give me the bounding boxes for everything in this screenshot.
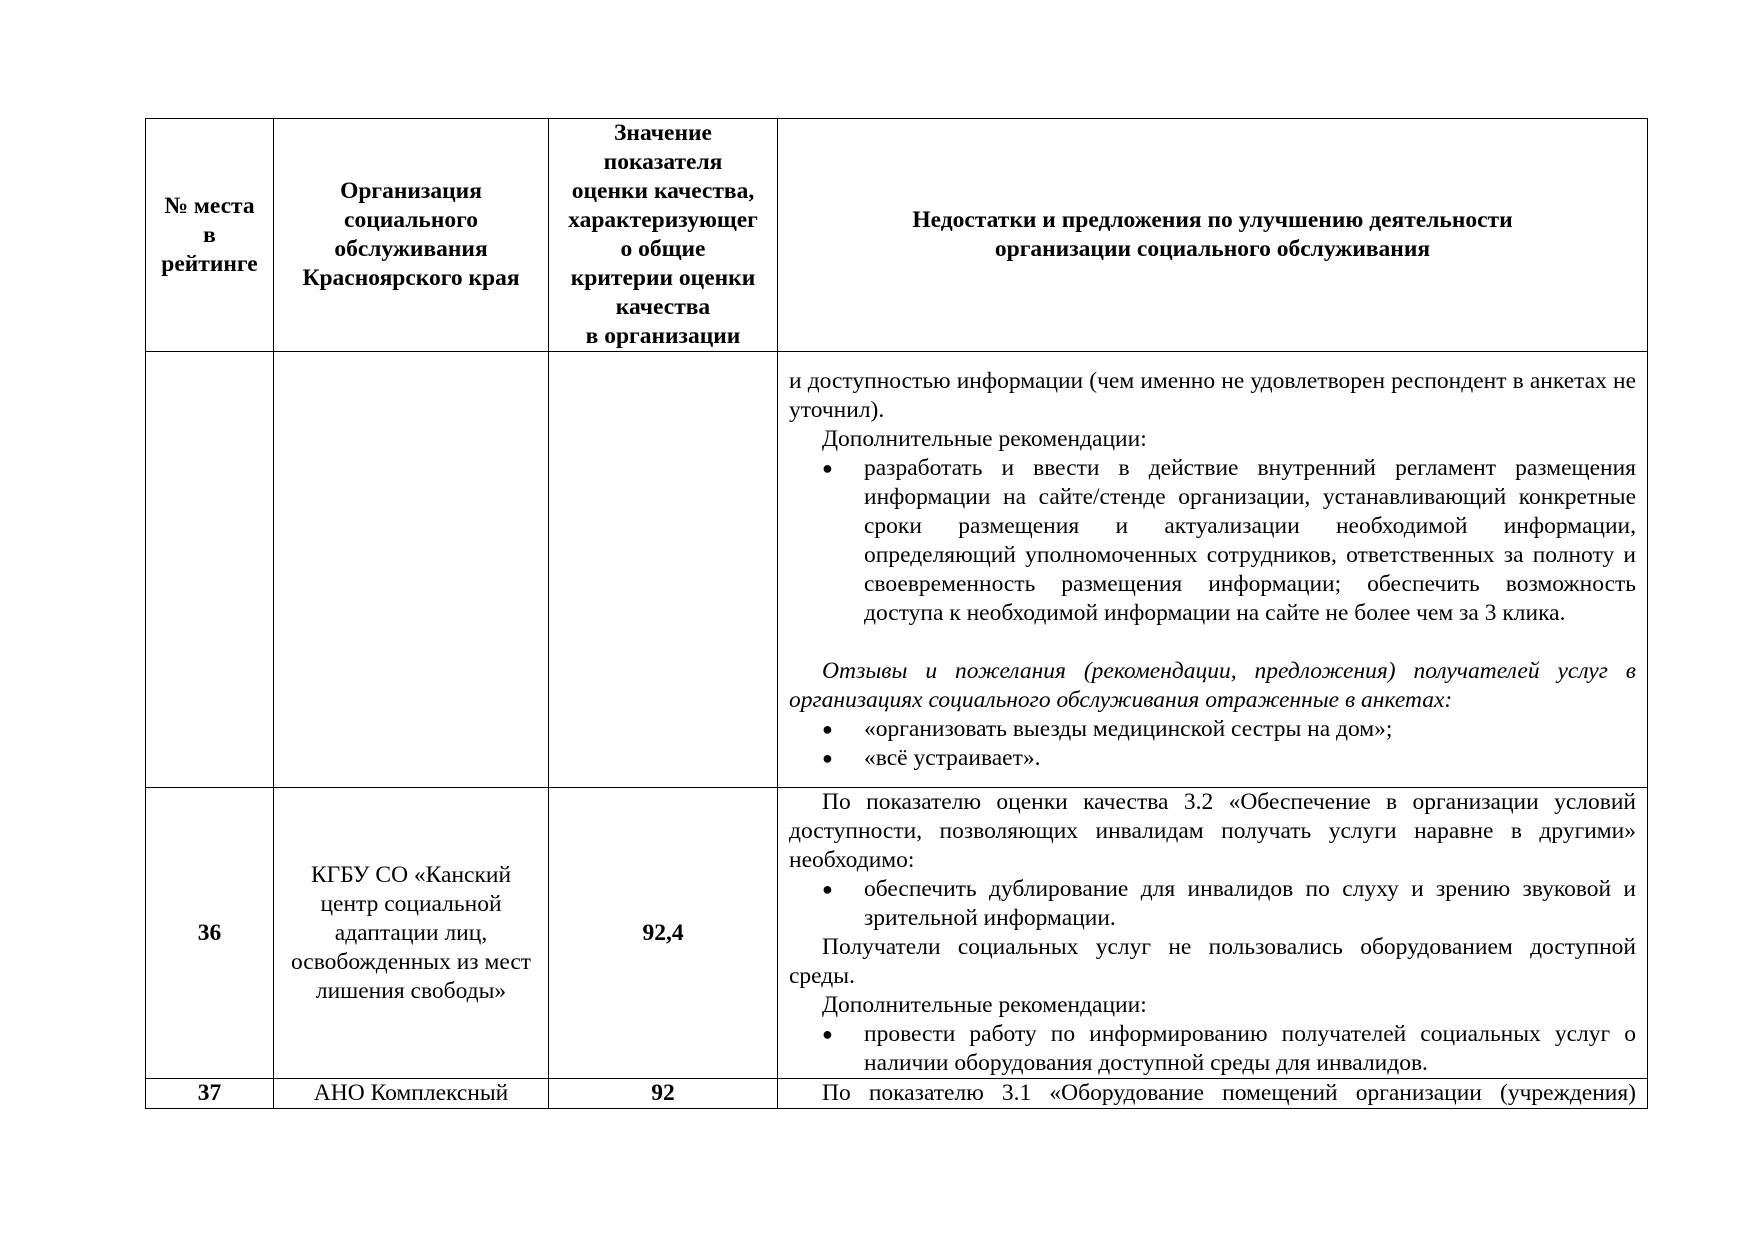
organization-cell: [274, 352, 549, 788]
header-rank: [146, 119, 274, 352]
header-rank-line: № места: [164, 192, 255, 219]
rec-bullet-list: [789, 715, 1636, 773]
value-cell: 92,4: [549, 788, 778, 1079]
rec-paragraph: По показателю 3.1 «Оборудование помещений организации (учреждения): [822, 1080, 1636, 1106]
rec-bullet-list: [789, 454, 1636, 628]
table-row: [146, 1079, 1648, 1109]
rank-cell: 37: [146, 1079, 274, 1109]
rec-bullet-list: [789, 1020, 1636, 1078]
list-item: [822, 715, 1636, 744]
list-item-text: провести работу по информированию получателей социальных услуг о наличии оборудования доступной среды для инвалидов.: [864, 1021, 1636, 1076]
header-value: [549, 119, 778, 352]
header-organization-line: Красноярского края: [302, 265, 520, 291]
header-value-line: оценки качества,: [571, 178, 755, 204]
header-value-line: качества: [615, 294, 711, 320]
list-item: [822, 744, 1636, 773]
rec-bullet-list: [789, 875, 1636, 933]
recommendations-cell: [778, 1079, 1648, 1109]
header-value-line: о общие: [620, 236, 706, 262]
list-item: [822, 875, 1636, 933]
list-item-text: разработать и ввести в действие внутренний регламент размещения информации на сайте/стенде организации, устанавливающий конкретные сроки размещения и актуализации необходимой информации, определяющий уполномоченных сотрудников, ответственных за полноту и своевременность размещения информации; обеспечить возможность доступа к необходимой информации на сайте не более чем за 3 клика.: [864, 454, 1636, 626]
organization-cell: КГБУ СО «Канский центр социальной адаптации лиц, освобожденных из мест лишения свободы»: [274, 788, 549, 1079]
recommendations-cell: [778, 352, 1648, 788]
rec-paragraph: По показателю оценки качества 3.2 «Обеспечение в организации условий доступности, позволяющих инвалидам получать услуги наравне в другими» необходимо:: [789, 789, 1636, 873]
header-recommendations-line: организации социального обслуживания: [994, 236, 1431, 262]
rec-paragraph: Получатели социальных услуг не пользовались оборудованием доступной среды.: [789, 934, 1636, 989]
paragraph-gap: [789, 628, 1636, 657]
list-item-text: «всё устраивает».: [864, 744, 1041, 771]
header-recommendations: [778, 119, 1648, 352]
list-item: [822, 454, 1636, 628]
recommendations-cell: [778, 788, 1648, 1079]
list-item: [822, 1020, 1636, 1078]
list-item-text: обеспечить дублирование для инвалидов по слуху и зрению звуковой и зрительной информации.: [864, 876, 1636, 931]
bullet-dot-icon: ●: [822, 718, 833, 739]
bullet-dot-icon: ●: [822, 1024, 833, 1044]
organization-cell: АНО Комплексный: [274, 1079, 549, 1109]
header-value-line: Значение: [614, 120, 712, 146]
header-value-line: характеризующег: [568, 207, 758, 233]
header-organization-line: Организация: [340, 178, 482, 204]
header-value-line: критерии оценки: [570, 265, 756, 291]
header-organization-line: обслуживания: [334, 236, 488, 262]
value-cell: 92: [549, 1079, 778, 1109]
rank-cell: [146, 352, 274, 788]
rec-paragraph: и доступностью информации (чем именно не удовлетворен респондент в анкетах не уточнил).: [789, 367, 1636, 423]
bullet-dot-icon: ●: [822, 879, 833, 899]
value-cell: [549, 352, 778, 788]
bullet-dot-icon: ●: [822, 457, 833, 478]
header-recommendations-line: Недостатки и предложения по улучшению деятельности: [912, 207, 1513, 233]
header-rank-line: в: [203, 221, 216, 248]
header-organization-line: социального: [344, 207, 478, 233]
rating-table: [145, 118, 1648, 1109]
bullet-dot-icon: ●: [822, 747, 833, 768]
rec-paragraph: Отзывы и пожелания (рекомендации, предложения) получателей услуг в организациях социального обслуживания отраженные в анкетах:: [789, 657, 1636, 713]
table-header-row: [146, 119, 1648, 352]
header-value-line: в организации: [585, 323, 741, 349]
rec-paragraph: Дополнительные рекомендации:: [822, 425, 1147, 452]
header-organization: [274, 119, 549, 352]
rank-cell: 36: [146, 788, 274, 1079]
table-row: [146, 788, 1648, 1079]
rec-paragraph: Дополнительные рекомендации:: [822, 992, 1147, 1018]
list-item-text: «организовать выезды медицинской сестры на дом»;: [864, 715, 1393, 742]
header-rank-line: рейтинге: [161, 250, 258, 277]
header-value-line: показателя: [603, 149, 723, 175]
table-row: [146, 352, 1648, 788]
